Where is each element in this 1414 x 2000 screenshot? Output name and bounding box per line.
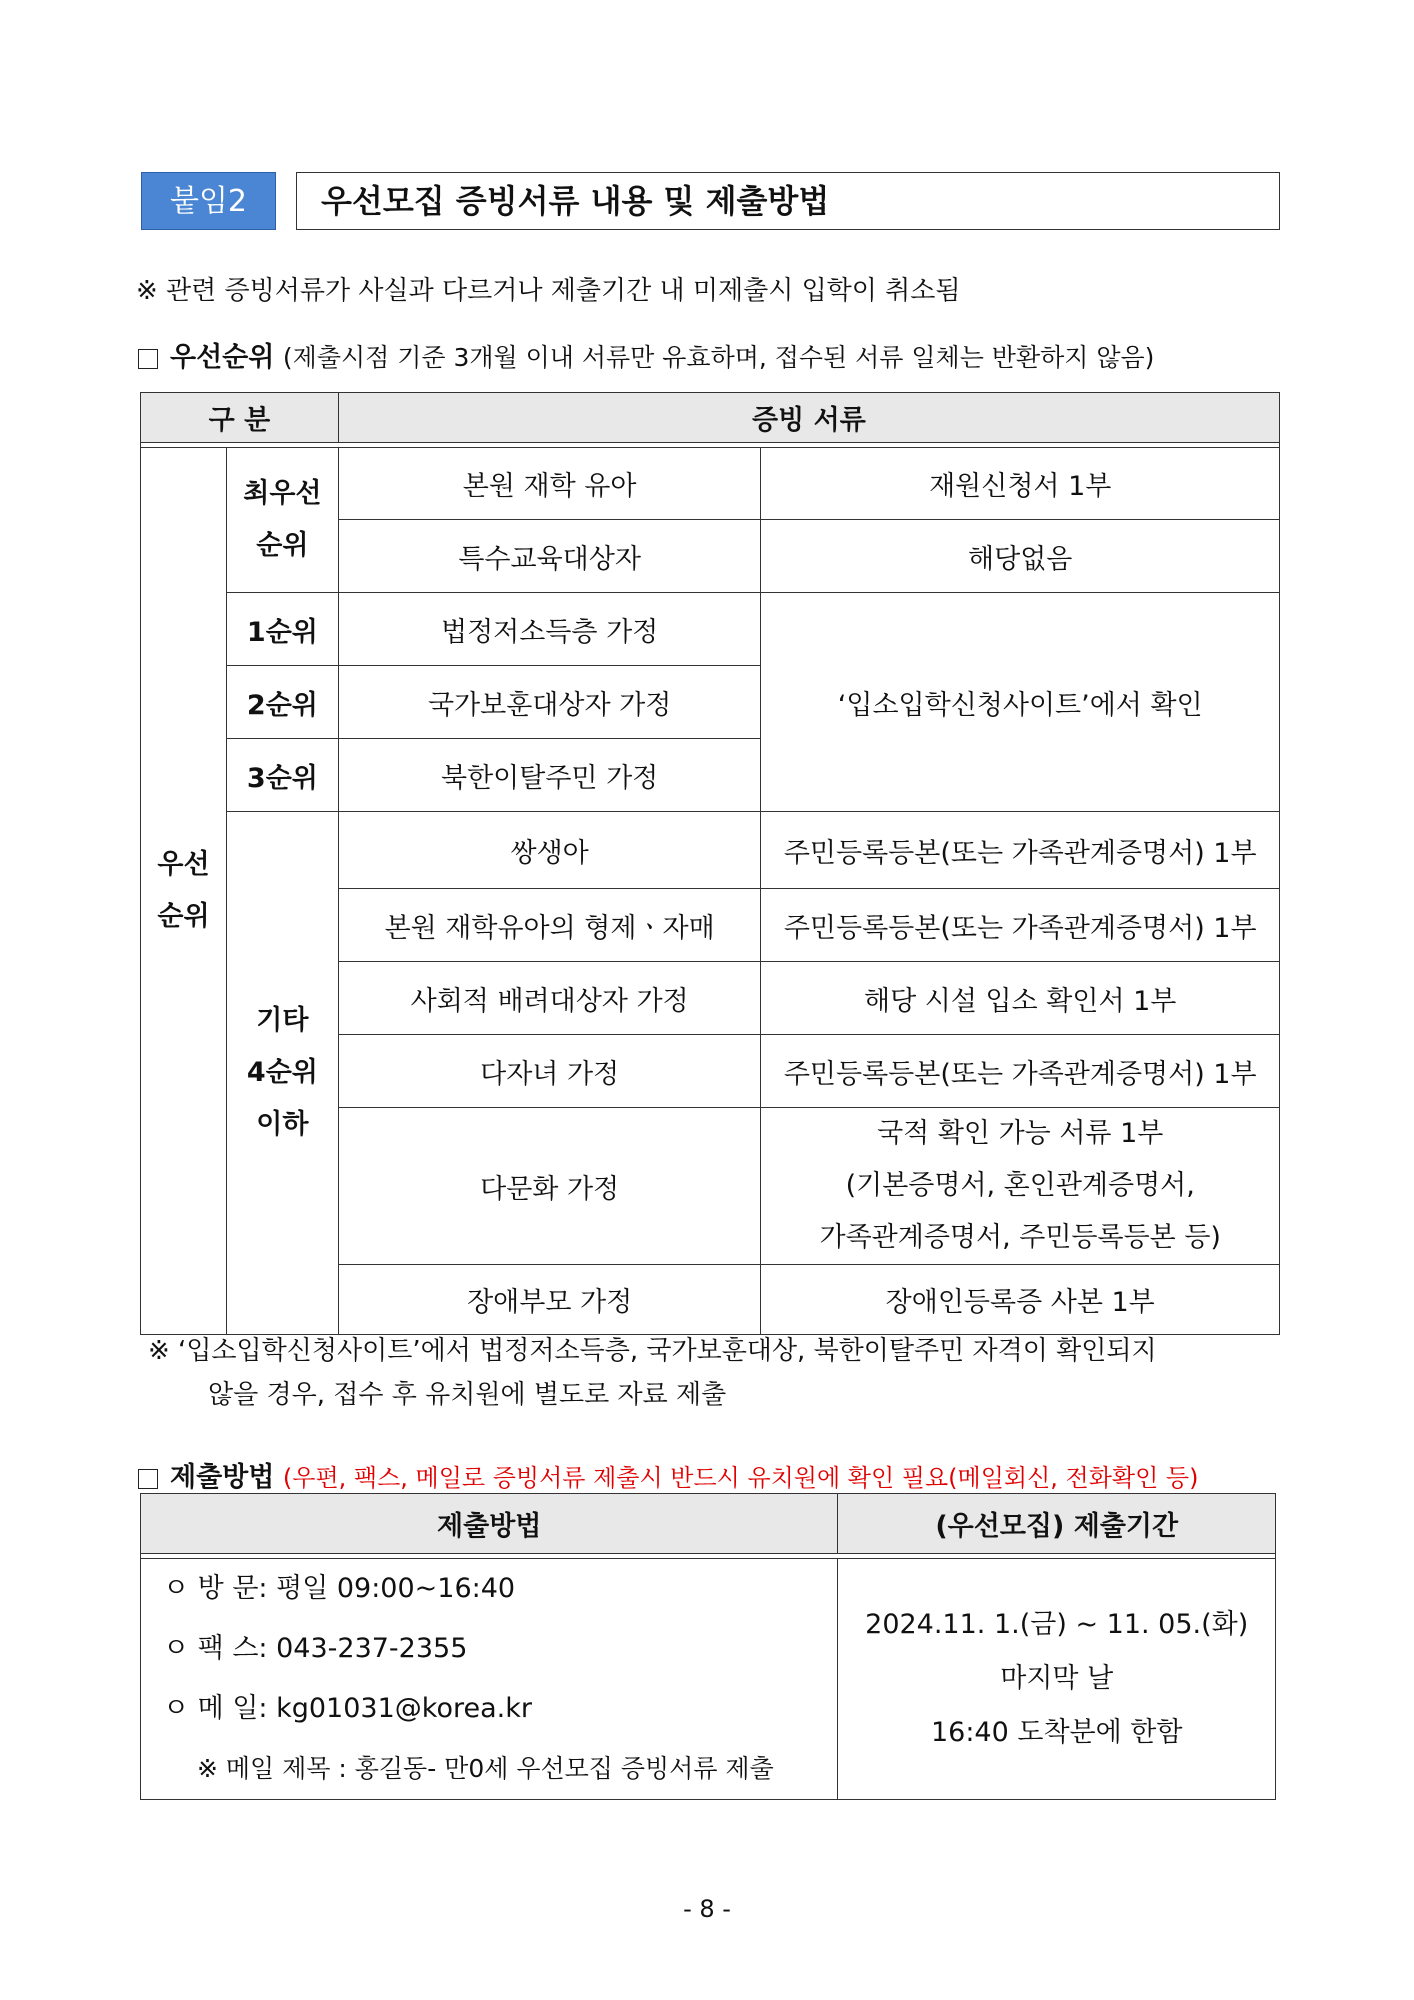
table-footnote-line1: ※ ‘입소입학신청사이트’에서 법정저소득층, 국가보훈대상, 북한이탈주민 자격이 확인되지 <box>148 1336 1157 1366</box>
doc-cell: ‘입소입학신청사이트’에서 확인 <box>761 593 1280 812</box>
item-cell: 특수교육대상자 <box>338 520 761 593</box>
table-header-row <box>141 393 1280 443</box>
header-category: 구 분 <box>141 393 339 443</box>
table-row <box>141 448 1280 520</box>
table-row <box>141 593 1280 666</box>
table-footnote-line2: 않을 경우, 접수 후 유치원에 별도로 자료 제출 <box>208 1380 727 1410</box>
priority-docs-table <box>140 392 1280 1335</box>
item-cell: 사회적 배려대상자 가정 <box>338 962 761 1035</box>
period-dates: 2024.11. 1.(금) ~ 11. 05.(화) <box>865 1609 1249 1640</box>
item-cell: 다문화 가정 <box>338 1108 761 1265</box>
doc-cell: 주민등록등본(또는 가족관계증명서) 1부 <box>761 1035 1280 1108</box>
item-cell: 법정저소득층 가정 <box>338 593 761 666</box>
checkbox-icon <box>138 349 158 369</box>
item-cell: 본원 재학유아의 형제ㆍ자매 <box>338 889 761 962</box>
method-fax: ㅇ 팩 스: 043-237-2355 <box>163 1633 468 1664</box>
submission-table <box>140 1493 1276 1800</box>
other-priority-label: 기타 4순위 이하 <box>226 812 338 1335</box>
doc-cell: 장애인등록증 사본 1부 <box>761 1265 1280 1335</box>
item-cell: 북한이탈주민 가정 <box>338 739 761 812</box>
doc-cell: 해당없음 <box>761 520 1280 593</box>
mail-subject-note: ※ 메일 제목 : 홍길동- 만0세 우선모집 증빙서류 제출 <box>197 1754 774 1783</box>
page-title: 우선모집 증빙서류 내용 및 제출방법 <box>296 172 1280 230</box>
item-cell: 장애부모 가정 <box>338 1265 761 1335</box>
doc-cell: 재원신청서 1부 <box>761 448 1280 520</box>
item-cell: 국가보훈대상자 가정 <box>338 666 761 739</box>
period-last-day: 마지막 날 <box>1000 1663 1114 1694</box>
method-cell <box>141 1559 838 1800</box>
header-method: 제출방법 <box>141 1494 838 1554</box>
period-deadline: 16:40 도착분에 한함 <box>930 1717 1183 1748</box>
method-email: ㅇ 메 일: kg01031@korea.kr <box>163 1693 532 1724</box>
priority-section-heading <box>138 335 1154 374</box>
priority-section-title: 우선순위 <box>170 342 275 373</box>
item-cell: 쌍생아 <box>338 812 761 889</box>
doc-cell: 주민등록등본(또는 가족관계증명서) 1부 <box>761 889 1280 962</box>
top-priority-label: 최우선 순위 <box>226 448 338 593</box>
page-number: - 8 - <box>683 1895 731 1923</box>
table-row <box>141 1559 1276 1800</box>
rank-label: 1순위 <box>226 593 338 666</box>
table-header-row <box>141 1494 1276 1554</box>
method-visit: ㅇ 방 문: 평일 09:00~16:40 <box>163 1573 516 1604</box>
period-cell <box>838 1559 1276 1800</box>
rank-label: 3순위 <box>226 739 338 812</box>
submit-section-title: 제출방법 <box>170 1462 275 1493</box>
item-cell: 본원 재학 유아 <box>338 448 761 520</box>
rank-label: 2순위 <box>226 666 338 739</box>
cancellation-notice: ※ 관련 증빙서류가 사실과 다르거나 제출기간 내 미제출시 입학이 취소됨 <box>136 276 961 306</box>
checkbox-icon <box>138 1469 158 1489</box>
priority-section-subtitle: (제출시점 기준 3개월 이내 서류만 유효하며, 접수된 서류 일체는 반환하지 않음) <box>282 343 1155 372</box>
doc-cell: 국적 확인 가능 서류 1부 (기본증명서, 혼인관계증명서, 가족관계증명서, 주민등록등본 등) <box>761 1108 1280 1265</box>
attachment-badge: 붙임2 <box>141 172 276 230</box>
item-cell: 다자녀 가정 <box>338 1035 761 1108</box>
header-period: (우선모집) 제출기간 <box>838 1494 1276 1554</box>
submit-section-heading <box>138 1455 1198 1494</box>
group-label: 우선 순위 <box>141 448 227 1335</box>
header-documents: 증빙 서류 <box>338 393 1279 443</box>
table-row <box>141 812 1280 889</box>
doc-cell: 주민등록등본(또는 가족관계증명서) 1부 <box>761 812 1280 889</box>
submit-section-note: (우편, 팩스, 메일로 증빙서류 제출시 반드시 유치원에 확인 필요(메일회신, 전화확인 등) <box>282 1464 1199 1492</box>
doc-cell: 해당 시설 입소 확인서 1부 <box>761 962 1280 1035</box>
